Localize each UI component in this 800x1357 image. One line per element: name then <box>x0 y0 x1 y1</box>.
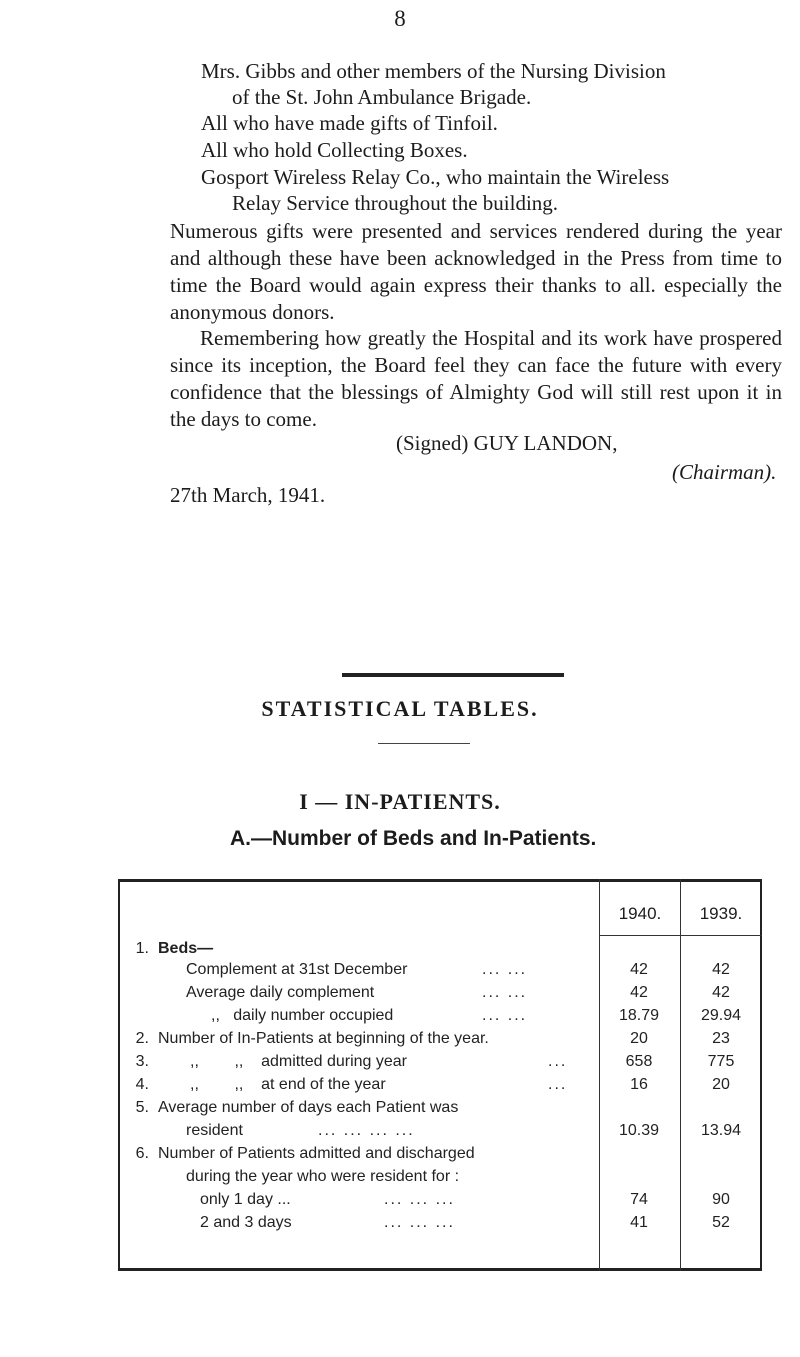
row-label: during the year who were resident for : <box>186 1168 460 1185</box>
table-row <box>0 1007 800 1030</box>
value-1939: 20 <box>712 1076 730 1093</box>
column-header-1939: 1939. <box>699 904 743 923</box>
value-1939: 13.94 <box>700 1122 742 1139</box>
table-row <box>0 1122 800 1145</box>
column-header-1940: 1940. <box>618 904 662 923</box>
row-label: Number of In-Patients at beginning of the year. <box>158 1030 489 1047</box>
row-label: only 1 day ... <box>200 1191 291 1208</box>
value-1940: 42 <box>630 961 648 978</box>
row-leader: ... ... <box>482 961 528 978</box>
row-number: 1. <box>135 940 149 957</box>
row-leader: ... ... ... ... <box>318 1122 415 1139</box>
row-leader: ... ... <box>482 1007 528 1024</box>
row-label: Complement at 31st December <box>186 961 408 978</box>
table-row <box>0 1053 800 1076</box>
value-1940: 16 <box>630 1076 648 1093</box>
row-label: Average number of days each Patient was <box>158 1099 459 1116</box>
row-number: 6. <box>135 1145 149 1162</box>
row-label: resident <box>186 1122 243 1139</box>
page-number: 8 <box>394 6 406 31</box>
row-number: 2. <box>135 1030 149 1047</box>
row-number: 4. <box>135 1076 149 1093</box>
ack-line: of the St. John Ambulance Brigade. <box>232 85 532 109</box>
header-divider <box>599 935 762 936</box>
table-row <box>0 1145 800 1168</box>
statistical-heading: STATISTICAL TABLES. <box>261 696 539 721</box>
row-label: Number of Patients admitted and discharged <box>158 1145 475 1162</box>
section-divider <box>342 673 564 677</box>
paragraph-thanks: Numerous gifts were presented and services rendered during the year and although these have been acknowledged in the Press from time to time the Board would again express their thanks to all. especially the anonymous donors. <box>170 219 782 324</box>
row-leader: ... ... <box>482 984 528 1001</box>
row-number: 5. <box>135 1099 149 1116</box>
value-1939: 42 <box>712 984 730 1001</box>
value-1940: 10.39 <box>618 1122 660 1139</box>
value-1940: 18.79 <box>618 1007 660 1024</box>
row-label: ,, ,, admitted during year <box>190 1053 407 1070</box>
value-1939: 23 <box>712 1030 730 1047</box>
value-1939: 775 <box>707 1053 735 1070</box>
value-1939: 42 <box>712 961 730 978</box>
value-1940: 42 <box>630 984 648 1001</box>
table-row <box>0 1168 800 1191</box>
row-label: ,, daily number occupied <box>211 1007 394 1024</box>
ack-line: All who hold Collecting Boxes. <box>201 138 468 162</box>
row-leader: ... ... ... <box>384 1214 455 1231</box>
paragraph-remembering: Remembering how greatly the Hospital and its work have prospered since its inception, the Board feel they can face the future with every confidence that the blessings of Almighty God will still rest upon it in the days to come. <box>170 326 782 431</box>
row-leader: ... <box>548 1076 568 1093</box>
table-title: A.—Number of Beds and In-Patients. <box>230 827 597 850</box>
value-1939: 90 <box>712 1191 730 1208</box>
value-1940: 20 <box>630 1030 648 1047</box>
row-label: Beds— <box>158 940 214 957</box>
ack-line: Relay Service throughout the building. <box>232 191 559 215</box>
value-1940: 74 <box>630 1191 648 1208</box>
ack-line: Mrs. Gibbs and other members of the Nursing Division <box>201 59 666 83</box>
table-row <box>0 1076 800 1099</box>
table-row <box>0 940 800 963</box>
signature-date: 27th March, 1941. <box>170 483 326 507</box>
table-row <box>0 1099 800 1122</box>
ack-line: All who have made gifts of Tinfoil. <box>201 111 498 135</box>
table-row <box>0 1191 800 1214</box>
table-row <box>0 1214 800 1237</box>
row-leader: ... <box>548 1053 568 1070</box>
ack-line: Gosport Wireless Relay Co., who maintain the Wireless <box>201 165 670 189</box>
row-label: 2 and 3 days <box>200 1214 292 1231</box>
row-label: Average daily complement <box>186 984 375 1001</box>
row-label: ,, ,, at end of the year <box>190 1076 386 1093</box>
signature-role: (Chairman). <box>672 460 777 484</box>
table-row <box>0 1030 800 1053</box>
row-leader: ... ... ... <box>384 1191 455 1208</box>
section-heading: I — IN-PATIENTS. <box>299 789 501 814</box>
value-1940: 658 <box>625 1053 653 1070</box>
row-number: 3. <box>135 1053 149 1070</box>
value-1939: 29.94 <box>700 1007 742 1024</box>
value-1940: 41 <box>630 1214 648 1231</box>
value-1939: 52 <box>712 1214 730 1231</box>
short-divider <box>378 743 470 744</box>
table-row <box>0 961 800 984</box>
table-row <box>0 984 800 1007</box>
signature-line: (Signed) GUY LANDON, <box>396 431 618 455</box>
